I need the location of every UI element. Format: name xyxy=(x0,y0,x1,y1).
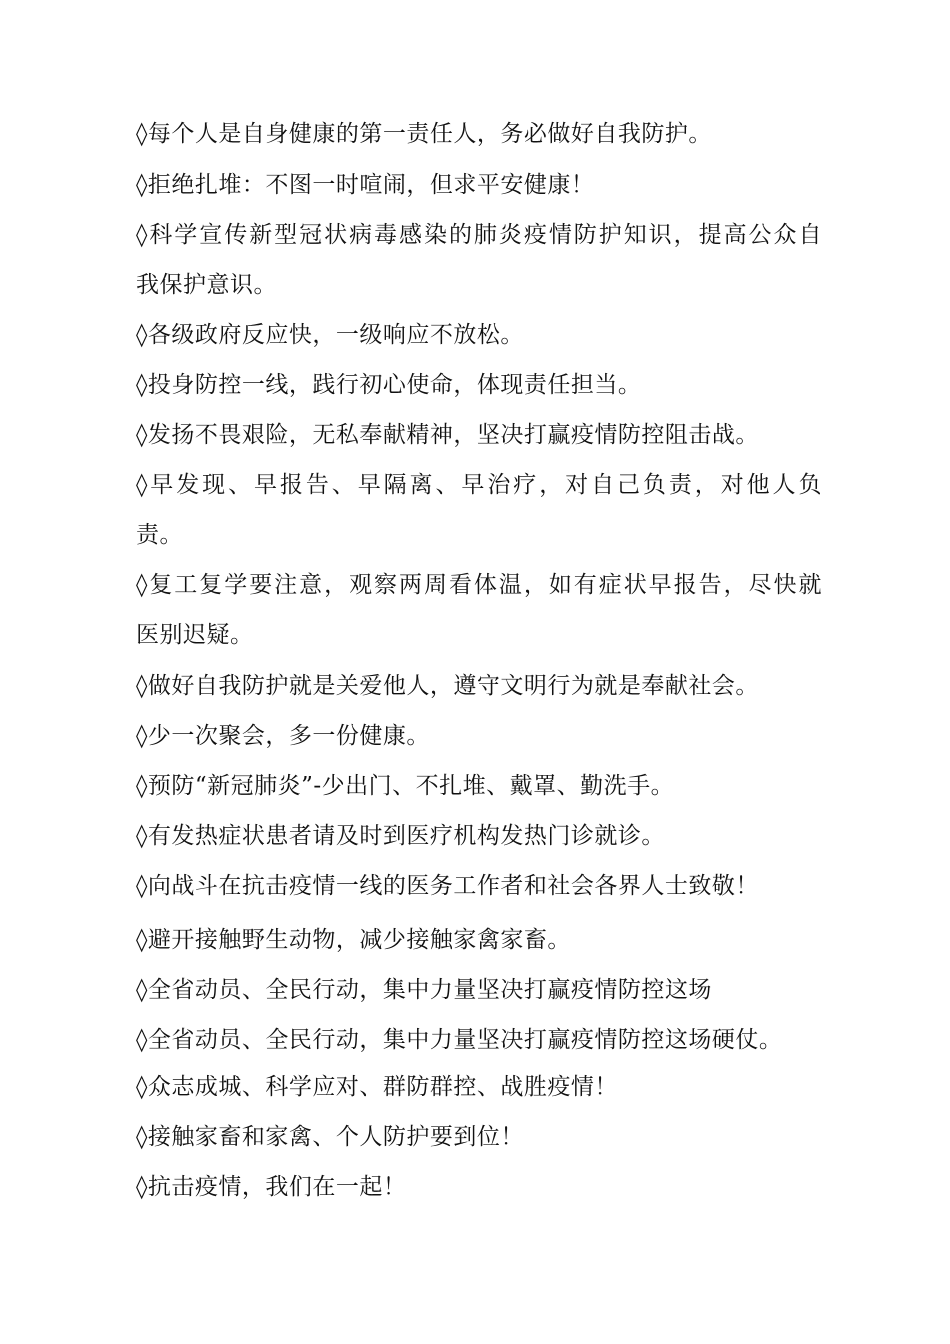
text-line: ◊全省动员、全民行动，集中力量坚决打赢疫情防控这场 xyxy=(136,977,712,1003)
text-line: ◊早发现、早报告、早隔离、早治疗，对自己负责，对他人负 xyxy=(136,472,822,498)
text-line: ◊接触家畜和家禽、个人防护要到位！ xyxy=(136,1124,524,1150)
text-line: ◊全省动员、全民行动，集中力量坚决打赢疫情防控这场硬仗。 xyxy=(136,1027,783,1053)
text-line: 责。 xyxy=(136,522,183,548)
text-line: ◊预防“新冠肺炎”-少出门、不扎堆、戴罩、勤洗手。 xyxy=(136,773,675,799)
text-line: ◊各级政府反应快，一级响应不放松。 xyxy=(136,322,524,348)
text-line: ◊避开接触野生动物，减少接触家禽家畜。 xyxy=(136,927,571,953)
text-line: ◊发扬不畏艰险，无私奉献精神，坚决打赢疫情防控阻击战。 xyxy=(136,422,759,448)
text-line: ◊向战斗在抗击疫情一线的医务工作者和社会各界人士致敬！ xyxy=(136,873,759,899)
text-line: ◊拒绝扎堆：不图一时喧闹，但求平安健康！ xyxy=(136,172,595,198)
text-line: ◊众志成城、科学应对、群防群控、战胜疫情！ xyxy=(136,1074,618,1100)
text-line: ◊抗击疫情，我们在一起！ xyxy=(136,1174,407,1200)
text-line: ◊投身防控一线，践行初心使命，体现责任担当。 xyxy=(136,372,642,398)
text-line: ◊科学宣传新型冠状病毒感染的肺炎疫情防护知识，提高公众自 xyxy=(136,222,822,248)
text-line: ◊少一次聚会，多一份健康。 xyxy=(136,723,430,749)
text-line: ◊有发热症状患者请及时到医疗机构发热门诊就诊。 xyxy=(136,823,665,849)
text-line: 医别迟疑。 xyxy=(136,622,254,648)
text-line: ◊做好自我防护就是关爱他人，遵守文明行为就是奉献社会。 xyxy=(136,673,759,699)
text-line: ◊每个人是自身健康的第一责任人，务必做好自我防护。 xyxy=(136,121,712,147)
text-line: ◊复工复学要注意，观察两周看体温，如有症状早报告，尽快就 xyxy=(136,572,822,598)
text-line: 我保护意识。 xyxy=(136,272,277,298)
